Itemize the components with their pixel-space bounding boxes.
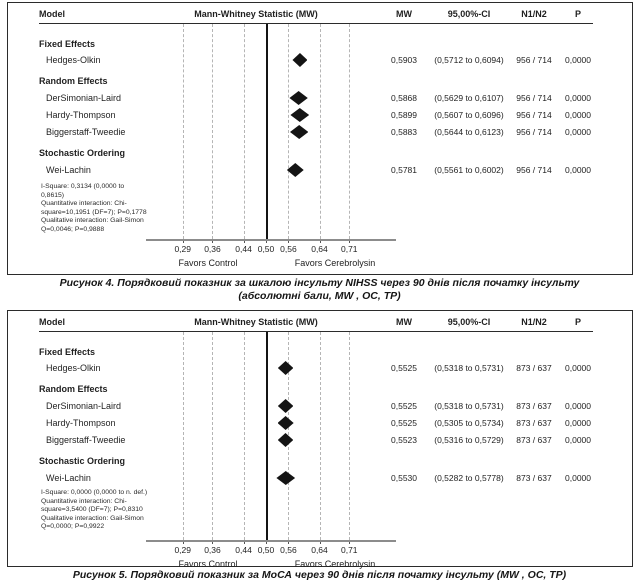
column-header-mw: MW <box>396 317 412 327</box>
n-value: 873 / 637 <box>516 401 552 411</box>
p-value: 0,0000 <box>565 435 591 445</box>
footnote-line: Qualitative interaction: Gail-Simon <box>41 217 144 225</box>
p-value: 0,0000 <box>565 473 591 483</box>
axis-tick-label: 0,44 <box>235 545 252 555</box>
footnote-line: square=10,1951 (DF=7); P=0,1778 <box>41 208 147 216</box>
group-label: Stochastic Ordering <box>39 148 126 158</box>
gridline <box>212 332 213 540</box>
axis-tick-label: 0,64 <box>311 545 328 555</box>
gridline <box>349 332 350 540</box>
p-value: 0,0000 <box>565 401 591 411</box>
group-label: Random Effects <box>39 76 108 86</box>
p-value: 0,0000 <box>565 93 591 103</box>
figure-5-caption <box>0 569 639 582</box>
p-value: 0,0000 <box>565 55 591 65</box>
axis-tick-label: 0,71 <box>340 244 358 254</box>
column-header-p: P <box>574 9 581 19</box>
axis-tick-label: 0,36 <box>204 244 221 254</box>
ci-value: (0,5305 to 0,5734) <box>434 418 504 428</box>
gridline <box>320 332 321 540</box>
model-label: Hedges-Olkin <box>46 363 101 373</box>
ci-value: (0,5712 to 0,6094) <box>434 55 504 65</box>
axis-tick-label: 0,50 <box>257 244 275 254</box>
mw-value: 0,5525 <box>391 418 417 428</box>
model-label: Hardy-Thompson <box>46 418 116 428</box>
column-header-model: Model <box>39 9 65 19</box>
p-value: 0,0000 <box>565 363 591 373</box>
footnote-line: Quantitative interaction: Chi- <box>41 497 127 505</box>
gridline <box>212 24 213 239</box>
n-value: 873 / 637 <box>516 363 552 373</box>
axis-tick-label: 0,29 <box>174 244 191 254</box>
figure-4-forest-plot <box>7 2 633 275</box>
column-header-statistic: Mann-Whitney Statistic (MW) <box>194 317 318 327</box>
column-header-ci: 95,00%-CI <box>447 9 491 19</box>
gridline <box>288 24 289 239</box>
mw-value: 0,5525 <box>391 363 417 373</box>
diamond-marker <box>290 108 309 122</box>
mw-value: 0,5899 <box>391 110 417 120</box>
axis-tick-label: 0,56 <box>280 545 297 555</box>
mw-value: 0,5903 <box>391 55 417 65</box>
ci-value: (0,5644 to 0,6123) <box>434 127 504 137</box>
plot-area <box>8 3 632 274</box>
column-header-ci: 95,00%-CI <box>447 317 491 327</box>
axis-line <box>146 540 396 542</box>
group-label: Fixed Effects <box>39 347 96 357</box>
axis-tick-label: 0,50 <box>257 545 275 555</box>
mw-value: 0,5523 <box>391 435 417 445</box>
column-header-n1n2: N1/N2 <box>521 9 547 19</box>
ci-value: (0,5607 to 0,6096) <box>434 110 504 120</box>
group-label: Stochastic Ordering <box>39 456 126 466</box>
n-value: 956 / 714 <box>516 110 552 120</box>
gridline <box>183 332 184 540</box>
footnote-line: Q=0,0000; P=0,9922 <box>41 523 105 531</box>
favors-control-label: Favors Control <box>178 559 238 569</box>
ci-value: (0,5282 to 0,5778) <box>434 473 504 483</box>
mw-value: 0,5883 <box>391 127 417 137</box>
p-value: 0,0000 <box>565 110 591 120</box>
model-label: DerSimonian-Laird <box>46 401 122 411</box>
p-value: 0,0000 <box>565 127 591 137</box>
ci-value: (0,5318 to 0,5731) <box>434 401 504 411</box>
column-header-statistic: Mann-Whitney Statistic (MW) <box>194 9 318 19</box>
footnote-line: Q=0,0046; P=0,9888 <box>41 226 105 233</box>
p-value: 0,0000 <box>565 418 591 428</box>
footnote-line: Qualitative interaction: Gail-Simon <box>41 514 144 522</box>
footnote-line: 0,8615) <box>41 191 65 199</box>
axis-tick-label: 0,56 <box>280 244 297 254</box>
axis-tick-label: 0,36 <box>204 545 221 555</box>
axis-tick-label: 0,71 <box>340 545 358 555</box>
column-header-mw: MW <box>396 9 412 19</box>
column-header-p: P <box>574 317 581 327</box>
ci-value: (0,5561 to 0,6002) <box>434 165 504 175</box>
model-label: DerSimonian-Laird <box>46 93 122 103</box>
ci-value: (0,5629 to 0,6107) <box>434 93 504 103</box>
footnote-line: I-Square: 0,3134 (0,0000 to <box>41 183 125 190</box>
diamond-marker <box>278 399 294 413</box>
axis-tick-label: 0,44 <box>235 244 252 254</box>
ci-value: (0,5316 to 0,5729) <box>434 435 504 445</box>
footnote-line: square=3,5400 (DF=7); P=0,8310 <box>41 506 143 514</box>
diamond-marker <box>292 53 307 67</box>
reference-line <box>266 24 268 239</box>
n-value: 873 / 637 <box>516 435 552 445</box>
ci-value: (0,5318 to 0,5731) <box>434 363 504 373</box>
axis-tick-label: 0,29 <box>174 545 191 555</box>
n-value: 873 / 637 <box>516 473 552 483</box>
diamond-marker <box>278 361 294 375</box>
n-value: 956 / 714 <box>516 127 552 137</box>
n-value: 956 / 714 <box>516 55 552 65</box>
plot-area <box>8 311 632 569</box>
caption-line: Рисунок 5. Порядковий показник за МоСА через 90 днів після початку інсульту (MW , ОС, ТР) <box>72 569 567 581</box>
diamond-marker <box>276 471 295 485</box>
footnote-line: I-Square: 0,0000 (0,0000 to n. def.) <box>41 489 148 496</box>
diamond-marker <box>278 416 294 430</box>
gridline <box>349 24 350 239</box>
caption-line: Рисунок 4. Порядковий показник за шкалою інсульту NIHSS через 90 днів після початку інсульту <box>59 277 580 289</box>
favors-cerebrolysin-label: Favors Cerebrolysin <box>294 258 376 268</box>
mw-value: 0,5525 <box>391 401 417 411</box>
model-label: Wei-Lachin <box>46 473 91 483</box>
figure-5-forest-plot <box>7 310 633 567</box>
p-value: 0,0000 <box>565 165 591 175</box>
model-label: Biggerstaff-Tweedie <box>46 435 126 445</box>
mw-value: 0,5781 <box>391 165 417 175</box>
favors-cerebrolysin-label: Favors Cerebrolysin <box>294 559 376 569</box>
group-label: Fixed Effects <box>39 39 96 49</box>
diamond-marker <box>289 91 307 105</box>
axis-line <box>146 239 396 241</box>
gridline <box>183 24 184 239</box>
model-label: Wei-Lachin <box>46 165 91 175</box>
favors-control-label: Favors Control <box>178 258 238 268</box>
column-header-model: Model <box>39 317 65 327</box>
gridline <box>320 24 321 239</box>
footnote-line: Quantitative interaction: Chi- <box>41 200 127 208</box>
diamond-marker <box>278 433 294 447</box>
model-label: Biggerstaff-Tweedie <box>46 127 126 137</box>
model-label: Hedges-Olkin <box>46 55 101 65</box>
mw-value: 0,5868 <box>391 93 417 103</box>
n-value: 956 / 714 <box>516 93 552 103</box>
reference-line <box>266 332 268 540</box>
n-value: 873 / 637 <box>516 418 552 428</box>
figure-4-caption <box>0 277 639 303</box>
group-label: Random Effects <box>39 384 108 394</box>
n-value: 956 / 714 <box>516 165 552 175</box>
caption-line: (абсолютні бали, MW , ОС, ТР) <box>238 290 401 302</box>
gridline <box>244 24 245 239</box>
mw-value: 0,5530 <box>391 473 417 483</box>
model-label: Hardy-Thompson <box>46 110 116 120</box>
column-header-n1n2: N1/N2 <box>521 317 547 327</box>
diamond-marker <box>290 125 308 139</box>
gridline <box>244 332 245 540</box>
axis-tick-label: 0,64 <box>311 244 328 254</box>
